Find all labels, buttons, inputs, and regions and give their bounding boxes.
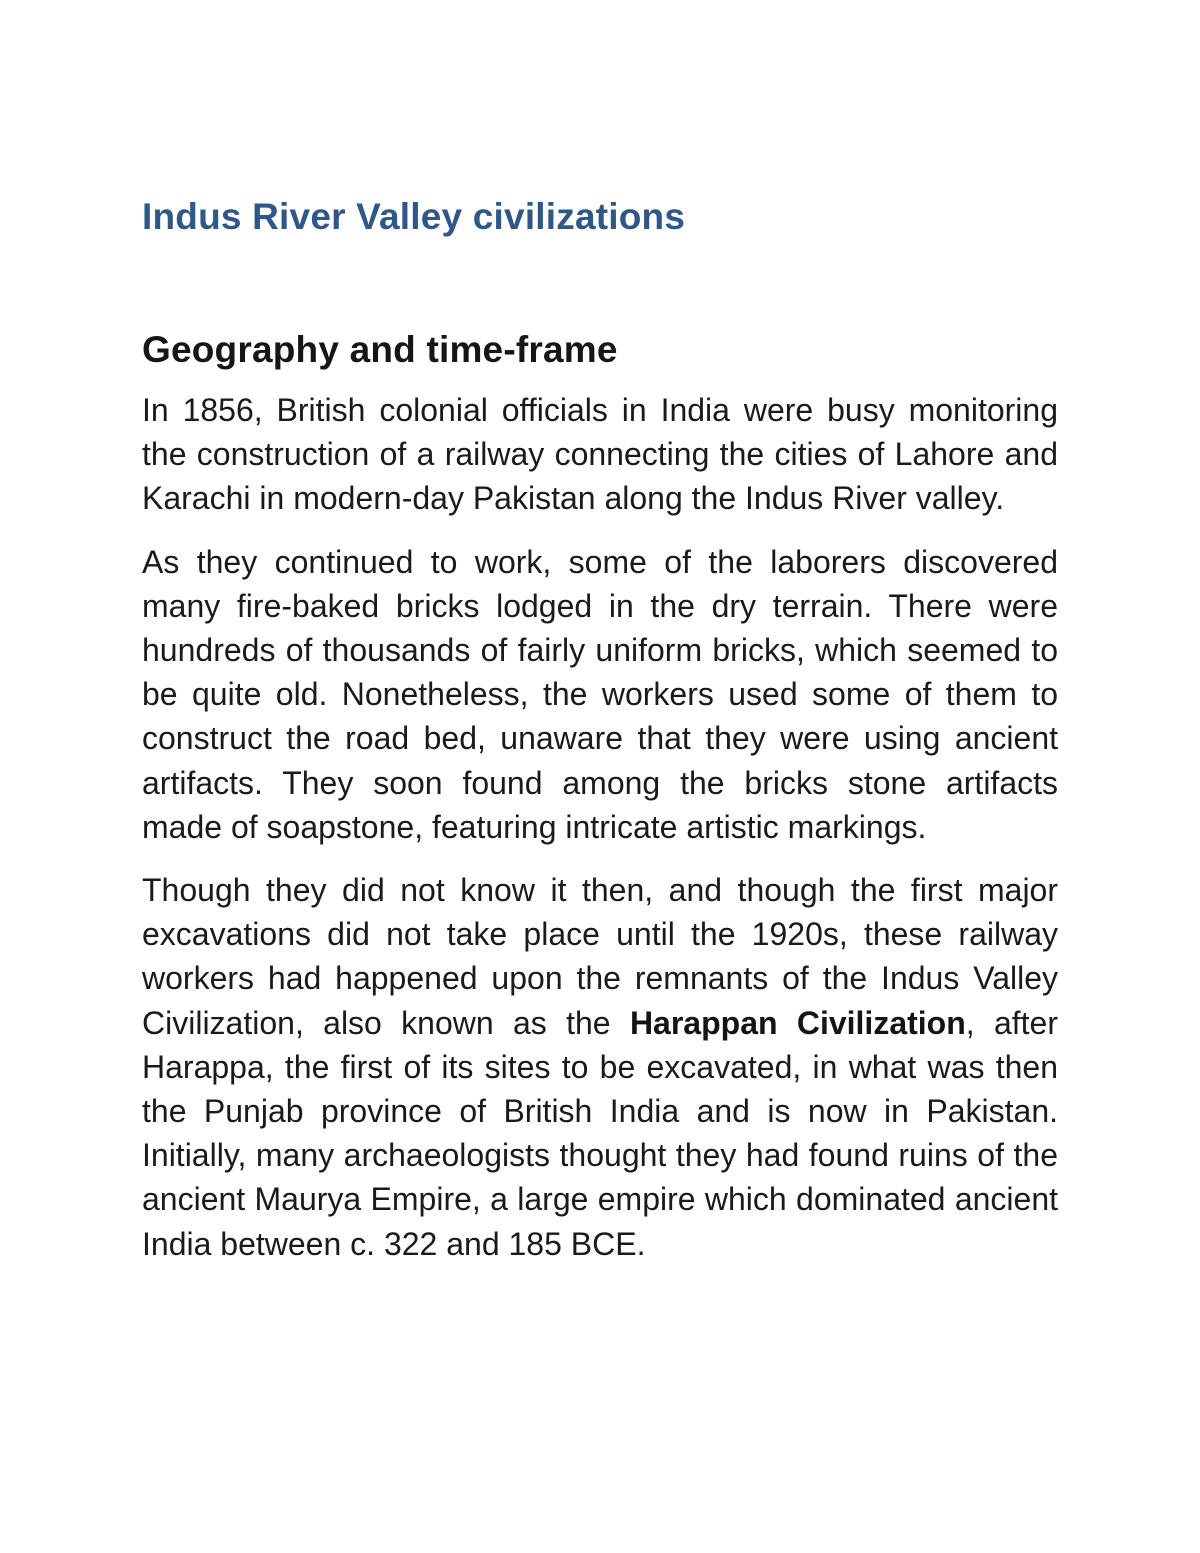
paragraph-3-text-end: , after Harappa, the first of its sites to be excavated, in what was then the Punjab province of British India and is now in Pakistan. Initially, many archaeologists thought they had found ruins of the ancient Maurya Empire, a large empire which dominated ancient India between c. 322 and 185 BCE.: [142, 1004, 1059, 1262]
harappan-civilization-term: Harappan Civilization: [629, 1004, 966, 1041]
paragraph-2: As they continued to work, some of the laborers discovered many fire-baked bricks lodged in the dry terrain. There were hundreds of thousands of fairly uniform bricks, which seemed to be quite old. Nonetheless, the workers used some of them to construct the road bed, unaware that they were using ancient artifacts. They soon found among the bricks stone artifacts made of soapstone, featuring intricate artistic markings.: [142, 543, 1058, 845]
paragraph-3: [142, 868, 1058, 1266]
paragraph-3-text-start: Though they did not know it then, and though the first major excavations did not take place until the 1920s, these railway workers had happened upon the remnants of the Indus Valley Civilization, also known as the: [142, 872, 1058, 1041]
document-title: Indus River Valley civilizations: [142, 196, 686, 237]
document-page: [142, 192, 1058, 1266]
paragraph-1: In 1856, British colonial officials in India were busy monitoring the construction of a railway connecting the cities of Lahore and Karachi in modern-day Pakistan along the Indus River valley.: [142, 392, 1058, 517]
section-heading: Geography and time-frame: [142, 329, 618, 370]
